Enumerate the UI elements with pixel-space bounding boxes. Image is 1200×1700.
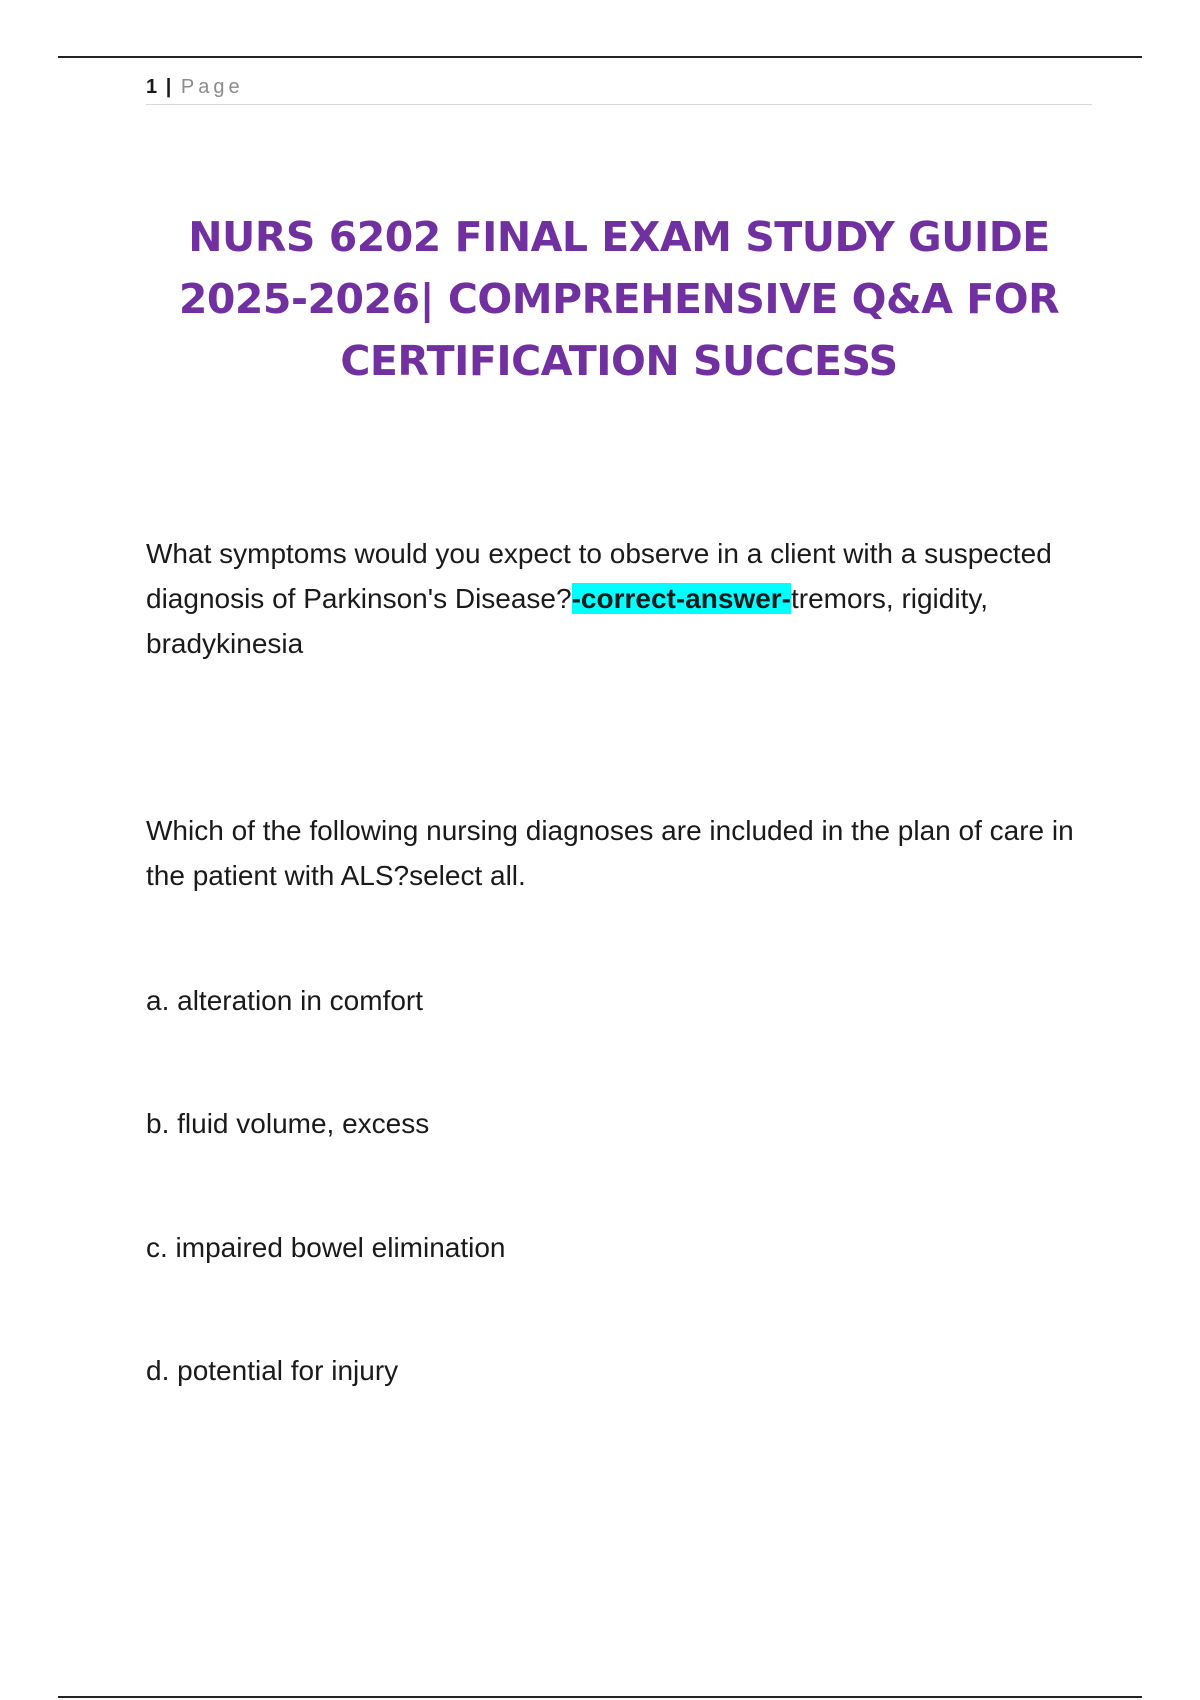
option-c: c. impaired bowel elimination: [146, 1232, 506, 1263]
question-1: [146, 531, 1092, 666]
option-d: d. potential for injury: [146, 1355, 399, 1386]
page-separator: |: [165, 76, 172, 98]
question-1-answer: tremors, rigidity, bradykinesia: [146, 583, 989, 659]
bottom-border-line: [58, 1696, 1142, 1698]
question-1-text: What symptoms would you expect to observe in a client with a suspected diagnosis of Parkinson's Disease?: [146, 538, 1052, 614]
page-label: Page: [180, 76, 244, 98]
page-number: 1: [146, 76, 158, 98]
option-a: a. alteration in comfort: [146, 985, 424, 1016]
question-2: Which of the following nursing diagnoses are included in the plan of care in the patient with ALS?select all.: [146, 815, 1074, 891]
top-border-line: [58, 56, 1142, 58]
page-header: [146, 74, 1092, 105]
correct-answer-tag: -correct-answer-: [571, 583, 791, 614]
document-title: NURS 6202 FINAL EXAM STUDY GUIDE 2025-2026| COMPREHENSIVE Q&A FOR CERTIFICATION SUCCESS: [178, 213, 1060, 385]
option-b: b. fluid volume, excess: [146, 1108, 430, 1139]
